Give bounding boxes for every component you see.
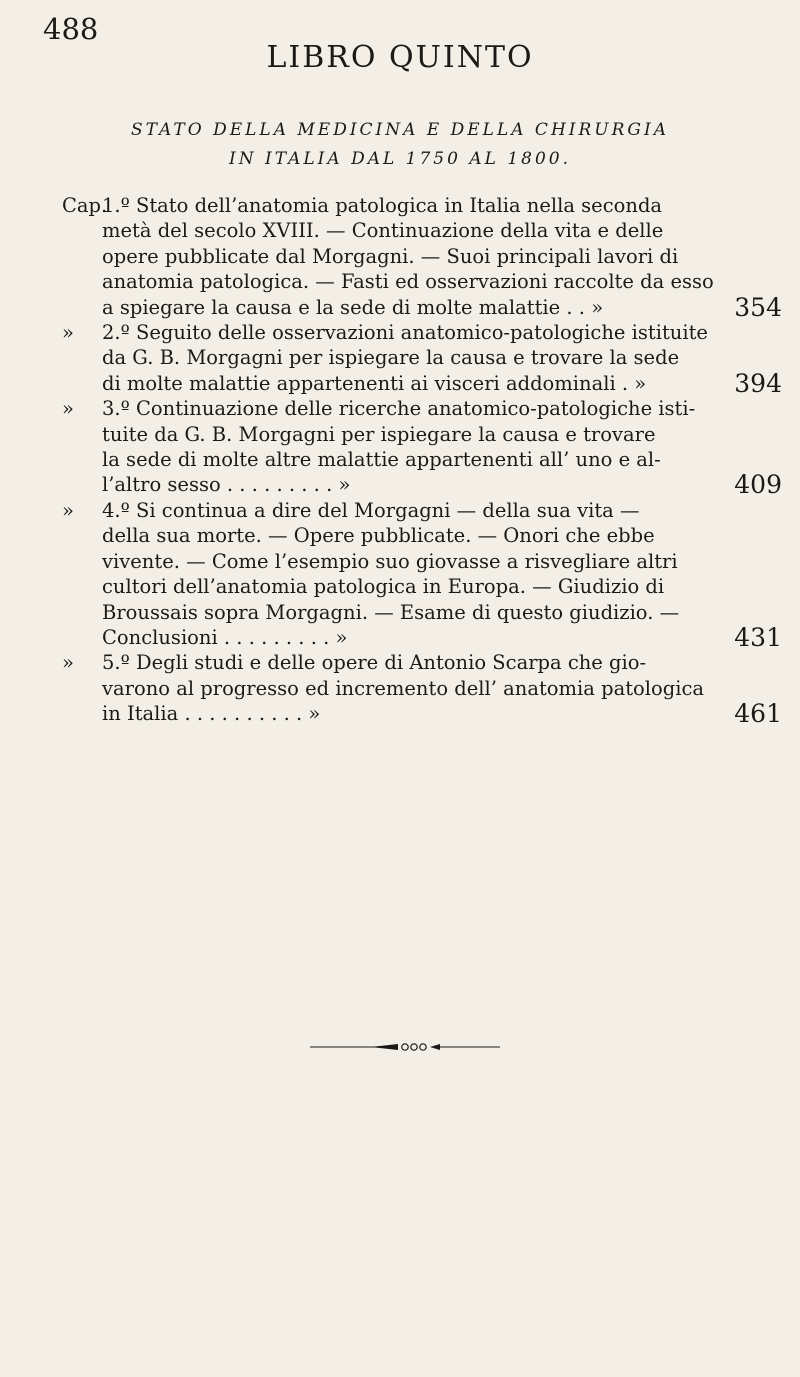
toc-entry-chapter-5 [62,650,782,729]
toc-entry-line: 3.º Continuazione delle ricerche anatomico-patologiche isti- [102,397,696,421]
toc-entry-line: l’altro sesso . . . . . . . . . » [102,473,351,497]
toc-entry-line: a spiegare la causa e la sede di molte malattie . . » [102,295,604,319]
toc-entry-chapter-2 [62,320,782,396]
book-title: LIBRO QUINTO [266,40,534,75]
toc-entry-marker: Cap. [62,194,108,217]
toc-entry-page: 431 [734,622,782,652]
toc-entry-page: 461 [734,699,782,729]
toc-entry-line: 2.º Seguito delle osservazioni anatomico-patologiche istituite [102,321,708,345]
toc-entry-line: in Italia . . . . . . . . . . » [102,702,321,726]
toc-entry-line: di molte malattie appartenenti ai visceri addominali . » [102,371,647,395]
toc-entry-line: varono al progresso ed incremento dell’ anatomia patologica [102,676,705,700]
section-subtitle-line2: IN ITALIA DAL 1750 AL 1800. [229,149,571,169]
toc-entry-chapter-1 [62,193,782,320]
toc-entry-line: 4.º Si continua a dire del Morgagni — della sua vita — [102,498,640,522]
toc-entry-marker: » [62,498,74,522]
toc-entry-marker: » [62,321,74,345]
toc-entry-marker: » [62,651,74,675]
toc-entry-line: 5.º Degli studi e delle opere di Antonio Scarpa che gio- [102,651,647,675]
toc-entry-line: 1.º Stato dell’anatomia patologica in Italia nella seconda [102,194,663,217]
toc-entry-marker: » [62,397,74,421]
toc-entry-line: tuite da G. B. Morgagni per ispiegare la causa e trovare [102,422,656,446]
toc-entry-page: 409 [734,470,782,500]
toc-entry-line: da G. B. Morgagni per ispiegare la causa e trovare la sede [102,346,680,370]
toc-entry-line: cultori dell’anatomia patologica in Europa. — Giudizio di [102,575,665,599]
table-of-contents [62,193,782,727]
toc-entry-line: vivente. — Come l’esempio suo giovasse a risvegliare altri [102,549,678,573]
toc-entry-line: opere pubblicate dal Morgagni. — Suoi principali lavori di [102,244,679,268]
page-number: 488 [43,12,99,46]
ornament-divider-icon [310,1042,500,1052]
toc-entry-line: Broussais sopra Morgagni. — Esame di questo giudizio. — [102,600,680,624]
toc-entry-page: 354 [734,292,782,322]
toc-entry-chapter-4 [62,498,782,650]
toc-entry-line: metà del secolo XVIII. — Continuazione della vita e delle [102,219,664,243]
section-subtitle-line1: STATO DELLA MEDICINA E DELLA CHIRURGIA [131,120,669,140]
toc-entry-line: Conclusioni . . . . . . . . . » [102,625,348,649]
toc-entry-chapter-3 [62,396,782,498]
toc-entry-line: la sede di molte altre malattie appartenenti all’ uno e al- [102,448,661,472]
toc-entry-line: anatomia patologica. — Fasti ed osservazioni raccolte da esso [102,270,714,294]
toc-entry-line: della sua morte. — Opere pubblicate. — Onori che ebbe [102,524,655,548]
toc-entry-page: 394 [734,368,782,398]
